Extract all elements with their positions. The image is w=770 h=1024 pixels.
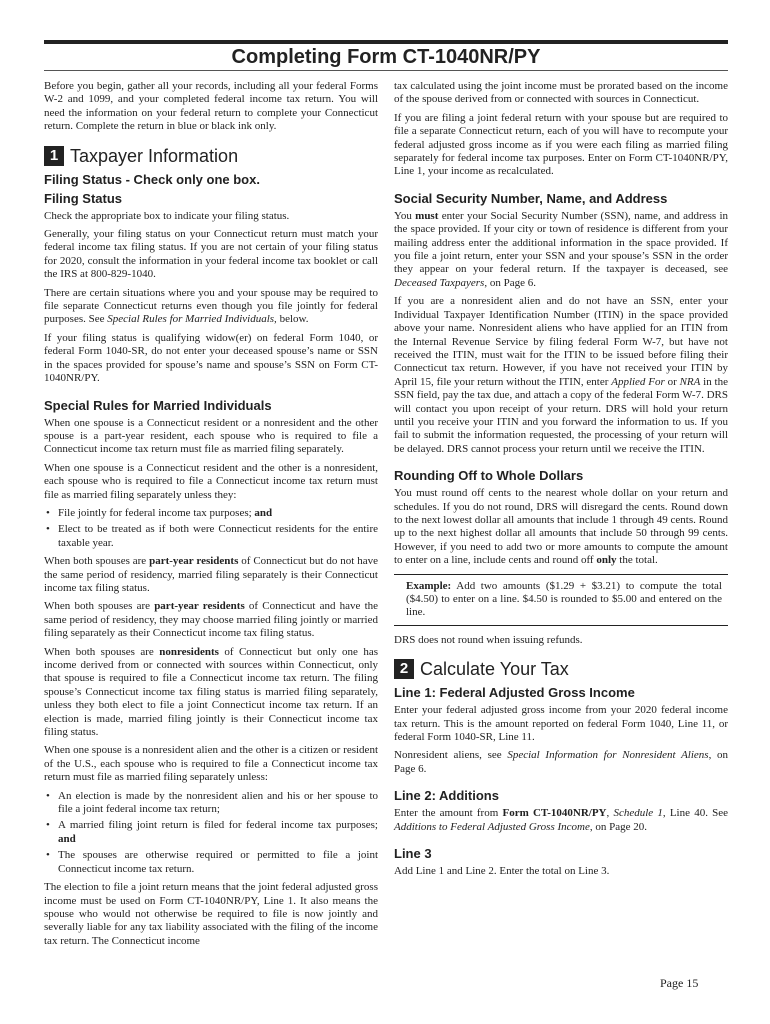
certain-situations-paragraph: There are certain situations where you and your spouse may be required to file separate Connecticut returns even though you file jointly for federal purposes. See Special Rules for Married Individuals, below. [44,286,378,326]
special-rules-paragraph-2: When one spouse is a Connecticut resident and the other is a nonresident, each spouse who is required to file a Connecticut income tax return must file as married filing separately unless they: [44,461,378,501]
joint-conditions-list [44,507,378,550]
filing-check-paragraph: Check the appropriate box to indicate your filing status. [44,209,290,222]
ssn-heading: Social Security Number, Name, and Address [394,190,668,206]
filing-check-heading: Filing Status - Check only one box. [44,171,260,187]
alien-conditions-list [44,790,378,876]
part-year-paragraph-2: When both spouses are part-year residents of Connecticut and have the same period of residency, they may choose married filing jointly or married filing separately as their Connecticut income tax filing status. [44,600,379,640]
intro-paragraph: Before you begin, gather all your records, including all your federal Forms W-2 and 1099, and your completed federal income tax return. You will need the information on your federal return to complete your Connecticut return. Complete the return in blue or black ink only. [44,80,378,133]
itin-paragraph: If you are a nonresident alien and do not have an SSN, enter your Individual Taxpayer Identification Number (ITIN) in the space provided above your name. Nonresident aliens who have applied for an ITIN from the Internal Revenue Service by filing federal Form W-7, but have not received the ITIN, must wait for the ITIN to be issued before filing their Connecticut tax return. However, if you have not received your ITIN by April 15, file your return without the ITIN, enter Applied For or NRA in the SSN field, pay the tax due, and attach a copy of the federal Form W-7. DRS will contact you upon receipt of your return. DRS will hold your return until you receive your ITIN and you forward the information to us. If you fail to submit the information requested, the processing of your return will be delayed. DRS cannot process your return until we receive the ITIN. [394,295,728,455]
nonresident-alien-paragraph: When one spouse is a nonresident alien and the other is a citizen or resident of the U.S., each spouse who is required to file a Connecticut income tax return must file as married filing separately unless: [44,744,378,784]
filing-generally-paragraph: Generally, your filing status on your Connecticut return must match your federal income tax filing status. If you are not certain of your filing status for 2020, consult the information in your federal income tax booklet or call the IRS at 800-829-1040. [44,228,378,281]
example-box [394,574,728,626]
list-item: • Elect to be treated as if both were Connecticut residents for the entire taxable year. [58,523,378,550]
filing-status-heading: Filing Status [44,190,122,206]
list-item: • An election is made by the nonresident alien and his or her spouse to file a joint federal income tax return; [58,790,378,817]
page-title: Completing Form CT-1040NR/PY [231,46,541,68]
nonresident-aliens-note: Nonresident aliens, see Special Information for Nonresident Aliens, on Page 6. [394,749,729,775]
widow-paragraph: If your filing status is qualifying widow(er) on federal Form 1040, or federal Form 1040-SR, do not enter your deceased spouse’s name or SSN in the spaces provided for spouse’s name and spouse’s SSN on Form CT-1040NR/PY. [44,331,378,385]
special-rules-paragraph-1: When one spouse is a Connecticut resident or a nonresident and the other spouse is a part-year resident, each spouse who is required to file a Connecticut income tax return must file as married filing separately. [44,416,378,456]
list-item: • The spouses are otherwise required or permitted to file a joint Connecticut income tax return. [58,849,378,876]
line-2-heading: Line 2: Additions [394,788,499,804]
ssn-paragraph: You must enter your Social Security Number (SSN), name, and address in the space provided. If your city or town of residence is different from your mailing address enter the additional information in the space provided. If you file a joint return, enter your SSN and your spouse’s SSN in the order they appear on your federal return. If the taxpayer is deceased, see Deceased Taxpayers, on Page 6. [394,209,729,289]
continued-paragraph: tax calculated using the joint income must be prorated based on the income of the spouse derived from or connected with sources in Connecticut. [394,80,728,106]
list-item: • File jointly for federal income tax purposes; and [58,507,378,520]
part-year-paragraph-1: When both spouses are part-year residents of Connecticut but do not have the same period of residency, married filing separately is their Connecticut income tax filing status. [44,555,378,594]
joint-federal-paragraph: If you are filing a joint federal return with your spouse but are required to file a separate Connecticut return, each of you will have to recompute your federal adjusted gross income as if you were each filing as married filing separately for federal income tax purposes. Enter on Form CT-1040NR/PY, Line 1, your income as recalculated. [394,111,728,178]
line-3-paragraph: Add Line 1 and Line 2. Enter the total on Line 3. [394,865,610,878]
section-1-header [44,146,378,166]
rounding-heading: Rounding Off to Whole Dollars [394,468,584,484]
nonresidents-paragraph: When both spouses are nonresidents of Connecticut but only one has income derived from or connected with sources within Connecticut, only that spouse is required to file a Connecticut income tax return. The filing spouse’s Connecticut income tax filing status is married filing separately, unless they both elect to file a joint Connecticut income tax return. If an election is made, married filing jointly is their Connecticut income tax filing status. [44,645,378,739]
special-rules-reference: Special Rules for Married Individuals, [107,313,277,326]
example-paragraph: Example: Add two amounts ($1.29 + $3.21) to compute the total ($4.50) to enter on a line. $4.50 is rounded to $5.00 and entered on the line. [406,579,722,619]
deceased-taxpayers-reference: Deceased Taxpayers [394,276,485,289]
section-2-title: Calculate Your Tax [420,659,569,680]
line-3-heading: Line 3 [394,846,432,862]
section-2-number: 2 [394,659,414,679]
line-1-paragraph: Enter your federal adjusted gross income from your 2020 federal income tax return. This is the amount reported on federal Form 1040, Line 11, or federal Form 1040-SR, Line 11. [394,704,728,744]
special-rules-heading: Special Rules for Married Individuals [44,397,272,413]
page-number: Page 15 [660,976,699,990]
list-item: • A married filing joint return is filed for federal income tax purposes; and [58,819,378,846]
right-column [394,80,728,883]
section-2-header [394,659,728,679]
line-2-paragraph: Enter the amount from Form CT-1040NR/PY, Schedule 1, Line 40. See Additions to Federal Adjusted Gross Income, on Page 20. [394,807,729,833]
section-1-number: 1 [44,146,64,166]
title-rule [44,70,728,71]
left-column [44,80,378,953]
refunds-paragraph: DRS does not round when issuing refunds. [394,633,583,646]
election-paragraph: The election to file a joint return means that the joint federal adjusted gross income must be used on Form CT-1040NR/PY, Line 1. It also means the spouse who would not otherwise be required to file is now jointly and severally liable for any tax liability associated with the filing of the income tax return. The Connecticut income [44,881,378,947]
line-1-heading: Line 1: Federal Adjusted Gross Income [394,685,635,701]
section-1-title: Taxpayer Information [70,145,239,166]
example-label: Example: [406,579,452,592]
rounding-paragraph: You must round off cents to the nearest whole dollar on your return and schedules. If you do not round, DRS will disregard the cents. Round down to the next lowest dollar all amounts that include 1 through 49 cents. Round up to the next highest dollar all amounts that include 50 through 99 cents. However, if you need to add two or more amounts to compute the amount to enter on a line, include cents and round off only the total. [394,487,728,567]
